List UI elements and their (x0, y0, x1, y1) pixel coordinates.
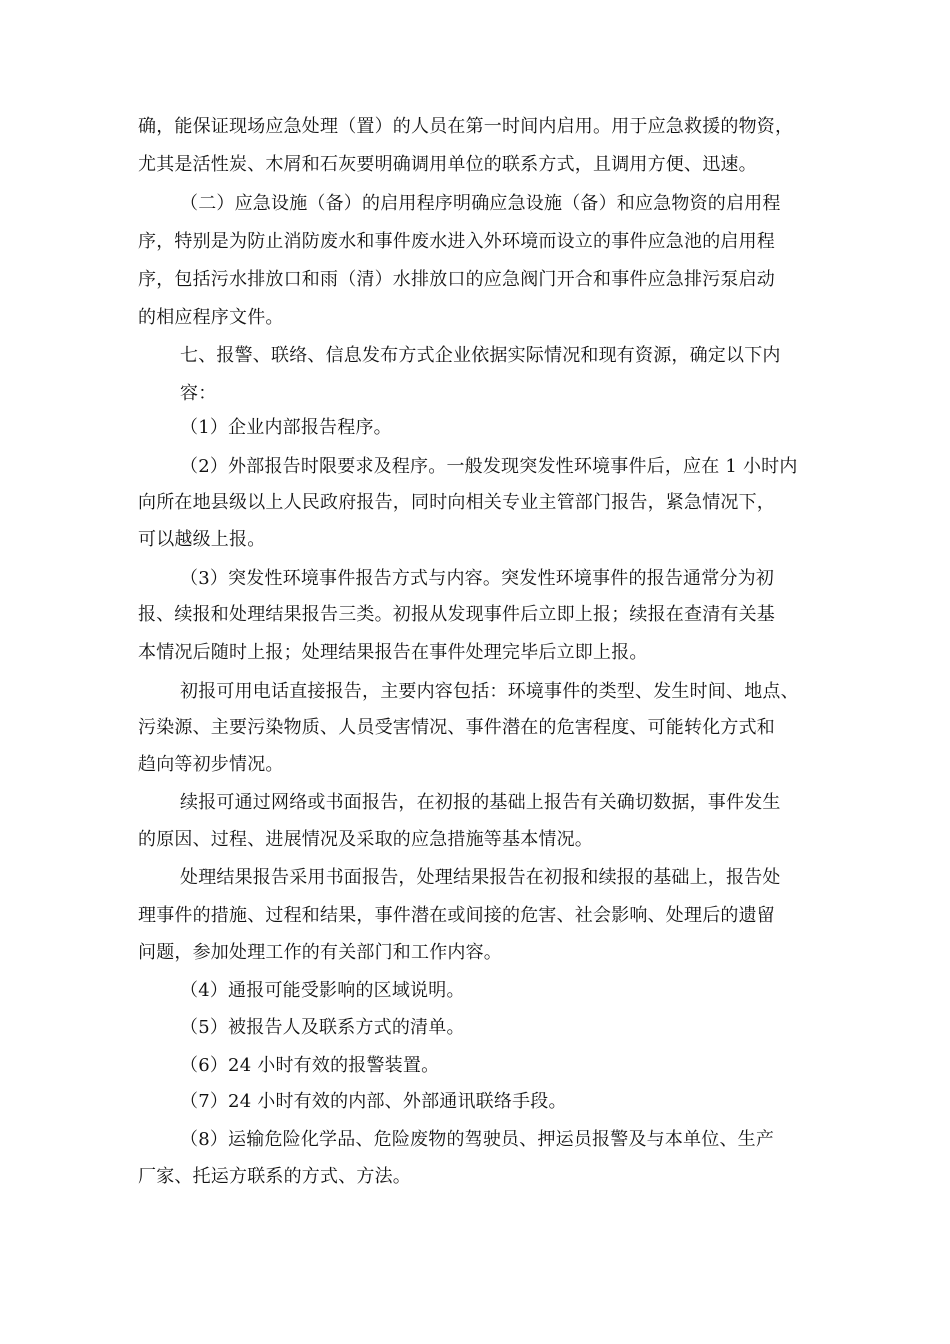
text-line: 污染源、主要污染物质、人员受害情况、事件潜在的危害程度、可能转化方式和 (138, 717, 775, 738)
text-line: （8）运输危险化学品、危险废物的驾驶员、押运员报警及与本单位、生产 (180, 1129, 775, 1150)
text-line: （二）应急设施（备）的启用程序明确应急设施（备）和应急物资的启用程 (180, 193, 781, 214)
text-line: 可以越级上报。 (138, 529, 266, 550)
text-line: （4）通报可能受影响的区域说明。 (180, 980, 465, 1001)
text-line: （3）突发性环境事件报告方式与内容。突发性环境事件的报告通常分为初 (180, 568, 775, 589)
text-line: 的相应程序文件。 (138, 307, 284, 328)
text-line: 初报可用电话直接报告，主要内容包括：环境事件的类型、发生时间、地点、 (180, 681, 799, 702)
text-line: （5）被报告人及联系方式的清单。 (180, 1017, 465, 1038)
text-line: 尤其是活性炭、木屑和石灰要明确调用单位的联系方式，且调用方便、迅速。 (138, 154, 757, 175)
text-line: （6）24 小时有效的报警装置。 (180, 1055, 440, 1076)
text-line: 问题，参加处理工作的有关部门和工作内容。 (138, 942, 502, 963)
text-line: 容： (180, 383, 217, 404)
text-line: 理事件的措施、过程和结果，事件潜在或间接的危害、社会影响、处理后的遗留 (138, 905, 775, 926)
text-line: 报、续报和处理结果报告三类。初报从发现事件后立即上报；续报在查清有关基 (138, 604, 775, 625)
text-line: 确，能保证现场应急处理（置）的人员在第一时间内启用。用于应急救援的物资， (138, 116, 794, 137)
text-line: 的原因、过程、进展情况及采取的应急措施等基本情况。 (138, 829, 593, 850)
text-line: 续报可通过网络或书面报告，在初报的基础上报告有关确切数据，事件发生 (180, 792, 781, 813)
text-line: 本情况后随时上报；处理结果报告在事件处理完毕后立即上报。 (138, 642, 648, 663)
text-line: （7）24 小时有效的内部、外部通讯联络手段。 (180, 1091, 567, 1112)
text-line: （1）企业内部报告程序。 (180, 417, 392, 438)
text-line: 向所在地县级以上人民政府报告，同时向相关专业主管部门报告，紧急情况下， (138, 492, 775, 513)
text-line: 厂家、托运方联系的方式、方法。 (138, 1166, 411, 1187)
text-line: 序，特别是为防止消防废水和事件废水进入外环境而设立的事件应急池的启用程 (138, 231, 775, 252)
text-line: 处理结果报告采用书面报告，处理结果报告在初报和续报的基础上，报告处 (180, 867, 781, 888)
text-line: 七、报警、联络、信息发布方式企业依据实际情况和现有资源，确定以下内 (180, 345, 781, 366)
text-line: 趋向等初步情况。 (138, 754, 284, 775)
text-line: （2）外部报告时限要求及程序。一般发现突发性环境事件后，应在 1 小时内 (180, 456, 798, 477)
text-line: 序，包括污水排放口和雨（清）水排放口的应急阀门开合和事件应急排污泵启动 (138, 269, 775, 290)
